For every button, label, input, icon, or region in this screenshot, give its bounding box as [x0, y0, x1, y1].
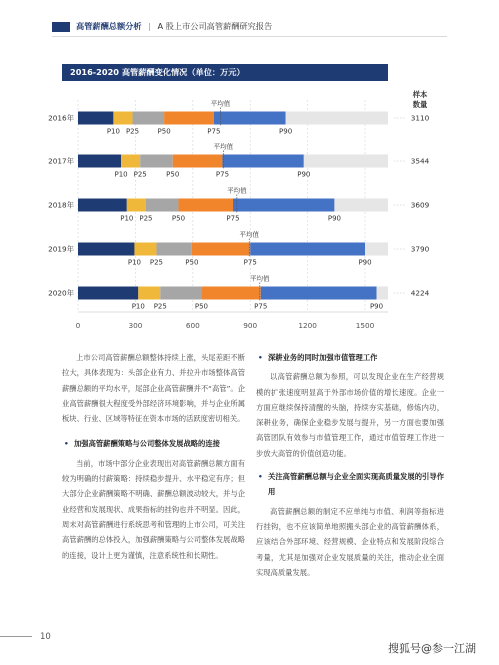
- header-report: A 股上市公司高管薪酬研究报告: [157, 21, 273, 31]
- section-heading-market-value: [256, 350, 444, 365]
- average-label: 平均值: [213, 142, 234, 151]
- segment-above-p90: [304, 155, 388, 168]
- strategy-paragraph: 当前，市场中部分企业表现出对高管薪酬总额方面有较为明确的付薪策略：持续稳步提升、水平稳定有序；但大部分企业薪酬策略不明确、薪酬总额波动较大，并与企业经营和发展现状、成果指标的挂钩也并不明显。因此，周末对高管薪酬进行系统思考和管理的上市公司，可关注高管薪酬的总体投入，加强薪酬策略与公司整体发展战略的连接，设计上更为谨慎，注意系统性和长期性。: [62, 458, 245, 560]
- segment-above-p90: [334, 199, 388, 212]
- percentile-label: P75: [254, 302, 268, 311]
- x-tick-label: 1500: [355, 321, 375, 330]
- percentile-label: P50: [194, 302, 208, 311]
- percentile-label: P90: [279, 127, 293, 136]
- percentile-label: P50: [185, 258, 199, 267]
- x-tick-label: 600: [185, 321, 200, 330]
- chart-title: 2016-2020 高管薪酬变化情况（单位：万元）: [62, 64, 388, 81]
- section-heading-strategy: [62, 436, 245, 451]
- segment-below-p10: [78, 199, 127, 212]
- segment-below-p10: [78, 112, 113, 125]
- segment-p50-p75: [201, 287, 260, 300]
- segment-p50-p75: [173, 155, 223, 168]
- segment-below-p10: [78, 155, 121, 168]
- average-label: 平均值: [250, 274, 270, 283]
- percentile-label: P90: [297, 170, 311, 179]
- segment-p25-p50: [140, 155, 173, 168]
- year-label: 2019年: [48, 244, 74, 254]
- percentile-label: P10: [106, 127, 120, 136]
- year-label: 2017年: [48, 156, 74, 166]
- header-section: 高管薪酬总额分析: [76, 21, 142, 31]
- sample-count: 4224: [410, 288, 430, 298]
- percentile-label: P25: [139, 214, 153, 223]
- section-heading-text: 关注高管薪酬总额与企业全面实现高质量发展的引导作用: [268, 472, 444, 497]
- average-label: 平均值: [210, 99, 231, 108]
- chart-x-axis: [76, 312, 388, 330]
- year-label: 2016年: [48, 113, 74, 123]
- sample-header-line1: 样本: [412, 90, 428, 99]
- percentile-label: P75: [207, 127, 221, 136]
- segment-p10-p25: [138, 287, 160, 300]
- bullet-icon: •: [258, 472, 263, 482]
- chart-row-2016年: [48, 99, 430, 136]
- intro-paragraph: 上市公司高管薪酬总额整体持续上涨，头尾差距不断拉大，具体表现为：头部企业有力、并拉升市场整体高管薪酬总额的平均水平，尾部企业高管薪酬并不“高管”。企业高管薪酬很大程度受外部经济环境影响，并与企业所属板块、行业、区域等特征在资本市场的活跃度密切相关。: [62, 353, 245, 424]
- x-tick-label: 1200: [298, 321, 317, 330]
- footer-rule: [0, 636, 32, 637]
- percentile-label: P50: [157, 127, 171, 136]
- segment-p50-p75: [192, 243, 250, 256]
- segment-p10-p25: [113, 112, 132, 125]
- market-value-paragraph: 以高管薪酬总额为参照，可以发现企业在生产经营规模的扩张速度明显高于外部市场价值的增长速度。企业一方面应继续保持清醒的头脑，持续夯实基础，修炼内功，深耕业务，确保企业稳步发展与提升，另一方面也要加强高管团队有效参与市值管理工作，通过市值管理工作进一步放大高管的价值创造功能。: [256, 372, 444, 458]
- chart-row-2019年: [48, 230, 430, 267]
- page-number: 10: [40, 632, 51, 642]
- average-label: 平均值: [239, 230, 260, 239]
- year-label: 2020年: [48, 288, 74, 298]
- percentile-label: P10: [131, 302, 145, 311]
- sample-count: 3609: [410, 200, 430, 210]
- segment-p10-p25: [134, 243, 156, 256]
- year-label: 2018年: [48, 200, 74, 210]
- segment-p25-p50: [133, 112, 165, 125]
- chart-row-2020年: [48, 274, 430, 311]
- percentile-label: P75: [215, 170, 230, 179]
- segment-above-p90: [377, 287, 388, 300]
- left-column: [62, 350, 245, 563]
- percentile-label: P25: [133, 170, 147, 179]
- segment-p75-p90: [222, 155, 303, 168]
- watermark: 搜狐号@参一江湖: [388, 642, 476, 655]
- sample-count: 3790: [410, 244, 430, 254]
- chart-row-2018年: [48, 186, 430, 223]
- x-tick-label: 0: [75, 321, 81, 330]
- segment-p25-p50: [156, 243, 191, 256]
- segment-below-p10: [78, 287, 138, 300]
- percentile-label: P75: [226, 214, 240, 223]
- segment-p50-p75: [164, 112, 214, 125]
- bullet-icon: •: [258, 353, 263, 362]
- average-label: 平均值: [227, 186, 247, 195]
- sample-count: 3544: [410, 156, 430, 166]
- section-heading-text: 深耕业务的同时加强市值管理工作: [268, 353, 378, 362]
- x-tick-label: 300: [128, 321, 143, 330]
- segment-p10-p25: [121, 155, 140, 168]
- percentile-label: P10: [114, 170, 128, 179]
- section-heading-quality: [256, 469, 444, 500]
- sample-header-line2: 数量: [412, 100, 428, 109]
- segment-above-p90: [365, 243, 388, 256]
- segment-p75-p90: [250, 243, 365, 256]
- percentile-label: P90: [327, 214, 341, 223]
- percentile-label: P50: [166, 170, 180, 179]
- segment-p25-p50: [146, 199, 179, 212]
- right-column: [256, 350, 444, 580]
- percentile-label: P90: [369, 302, 384, 311]
- segment-below-p10: [78, 243, 134, 256]
- percentile-label: P10: [120, 214, 134, 223]
- percentile-label: P25: [149, 258, 164, 267]
- segment-p25-p50: [160, 287, 201, 300]
- percentile-label: P75: [243, 258, 257, 267]
- segment-p10-p25: [127, 199, 146, 212]
- segment-p75-p90: [233, 199, 334, 212]
- bullet-icon: •: [64, 439, 69, 449]
- sample-count: 3110: [410, 113, 430, 123]
- quality-paragraph: 高管薪酬总额的制定不应单纯与市值、利润等指标进行挂钩，也不应该简单地照搬头部企业的高管薪酬体系，应该结合外部环境、经营规模、企业特点和发展阶段综合考量，尤其是加强对企业发展质量的关注，推动企业全面实现高质量发展。: [256, 506, 444, 577]
- percentile-label: P25: [125, 127, 140, 136]
- segment-p75-p90: [261, 287, 377, 300]
- chart-row-2017年: [48, 142, 430, 179]
- segment-above-p90: [286, 112, 388, 125]
- percentile-label: P10: [127, 258, 142, 267]
- segment-p75-p90: [214, 112, 286, 125]
- header-separator: |: [148, 21, 151, 31]
- percentile-label: P25: [153, 302, 167, 311]
- percentile-label: P90: [358, 258, 372, 267]
- section-heading-text: 加强高管薪酬策略与公司整体发展战略的连接: [74, 439, 220, 449]
- percentile-label: P50: [171, 214, 186, 223]
- segment-p50-p75: [178, 199, 233, 212]
- x-tick-label: 900: [243, 321, 258, 330]
- chart-rows: [48, 99, 430, 311]
